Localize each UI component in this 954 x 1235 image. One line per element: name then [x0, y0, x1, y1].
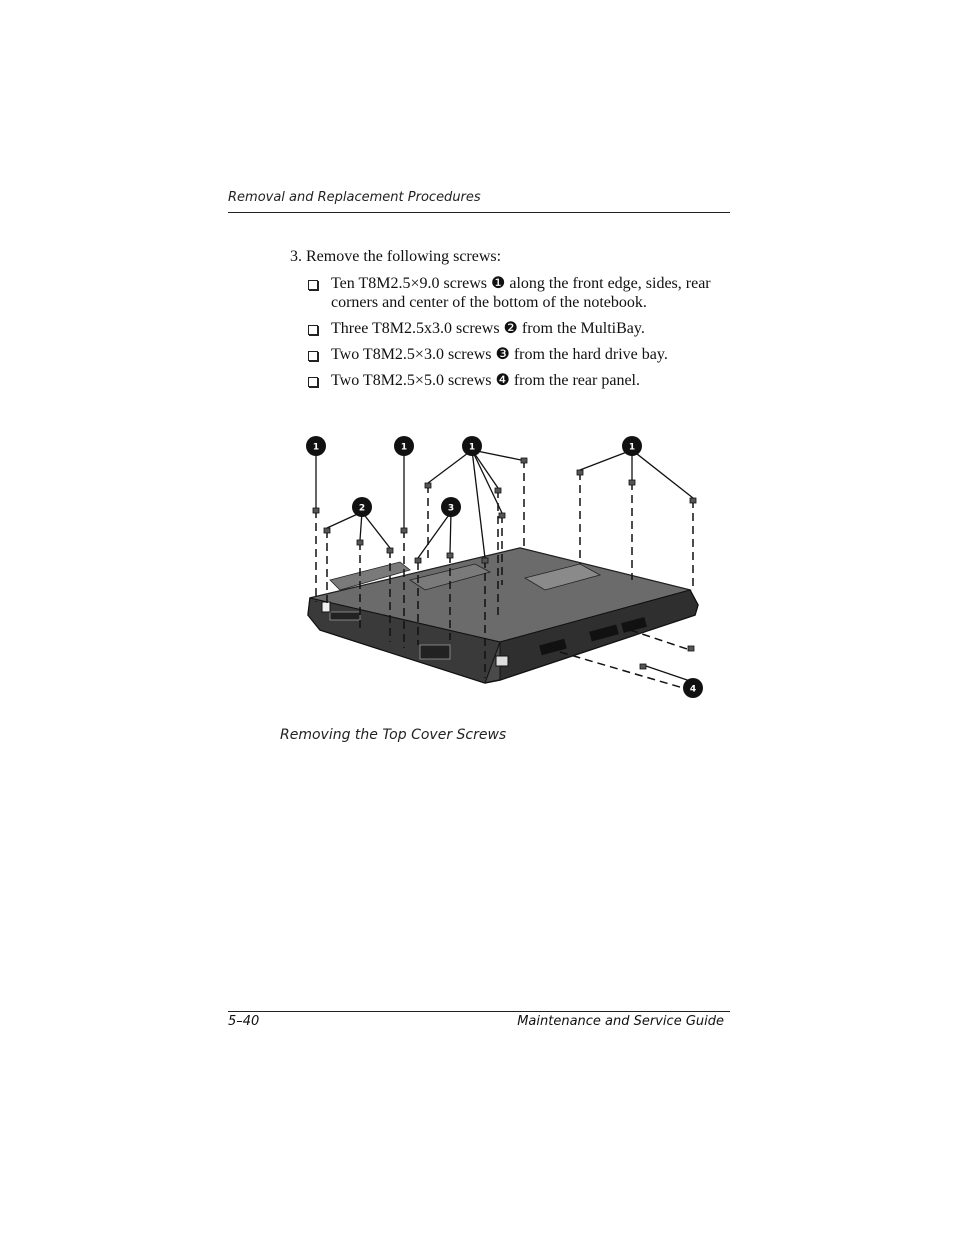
footer-title: Maintenance and Service Guide [517, 1014, 724, 1029]
figure-caption: Removing the Top Cover Screws [280, 727, 507, 743]
list-item: Two T8M2.5×5.0 screws ❹ from the rear panel. [308, 371, 728, 390]
notebook-body [308, 548, 698, 683]
checkbox-bullet-icon [308, 325, 318, 335]
step-instruction: 3. Remove the following screws: [290, 248, 502, 265]
svg-text:1: 1 [312, 442, 320, 453]
page-number: 5–40 [228, 1014, 260, 1029]
callout-3 [441, 497, 461, 517]
callout-2 [352, 497, 372, 517]
notebook-screw-illustration [300, 430, 710, 708]
svg-text:1: 1 [628, 442, 636, 453]
callout-1b [394, 436, 414, 456]
checkbox-bullet-icon [308, 377, 318, 387]
running-header: Removal and Replacement Procedures [228, 190, 481, 205]
svg-text:3: 3 [447, 503, 455, 514]
callout-4 [683, 678, 703, 698]
callout-1a [306, 436, 326, 456]
svg-text:1: 1 [400, 442, 408, 453]
list-item: Ten T8M2.5×9.0 screws ❶ along the front edge, sides, rear corners and center of the bottom of the notebook. [308, 274, 728, 312]
checkbox-bullet-icon [308, 280, 318, 290]
callout-1c [462, 436, 482, 456]
screw-list [308, 274, 728, 397]
header-rule [228, 212, 730, 213]
list-item: Three T8M2.5x3.0 screws ❷ from the MultiBay. [308, 319, 728, 338]
svg-text:4: 4 [689, 684, 697, 695]
list-item: Two T8M2.5×3.0 screws ❸ from the hard drive bay. [308, 345, 728, 364]
svg-text:2: 2 [358, 503, 366, 514]
footer-rule [228, 1011, 730, 1012]
svg-text:1: 1 [468, 442, 476, 453]
callout-1d [622, 436, 642, 456]
checkbox-bullet-icon [308, 351, 318, 361]
